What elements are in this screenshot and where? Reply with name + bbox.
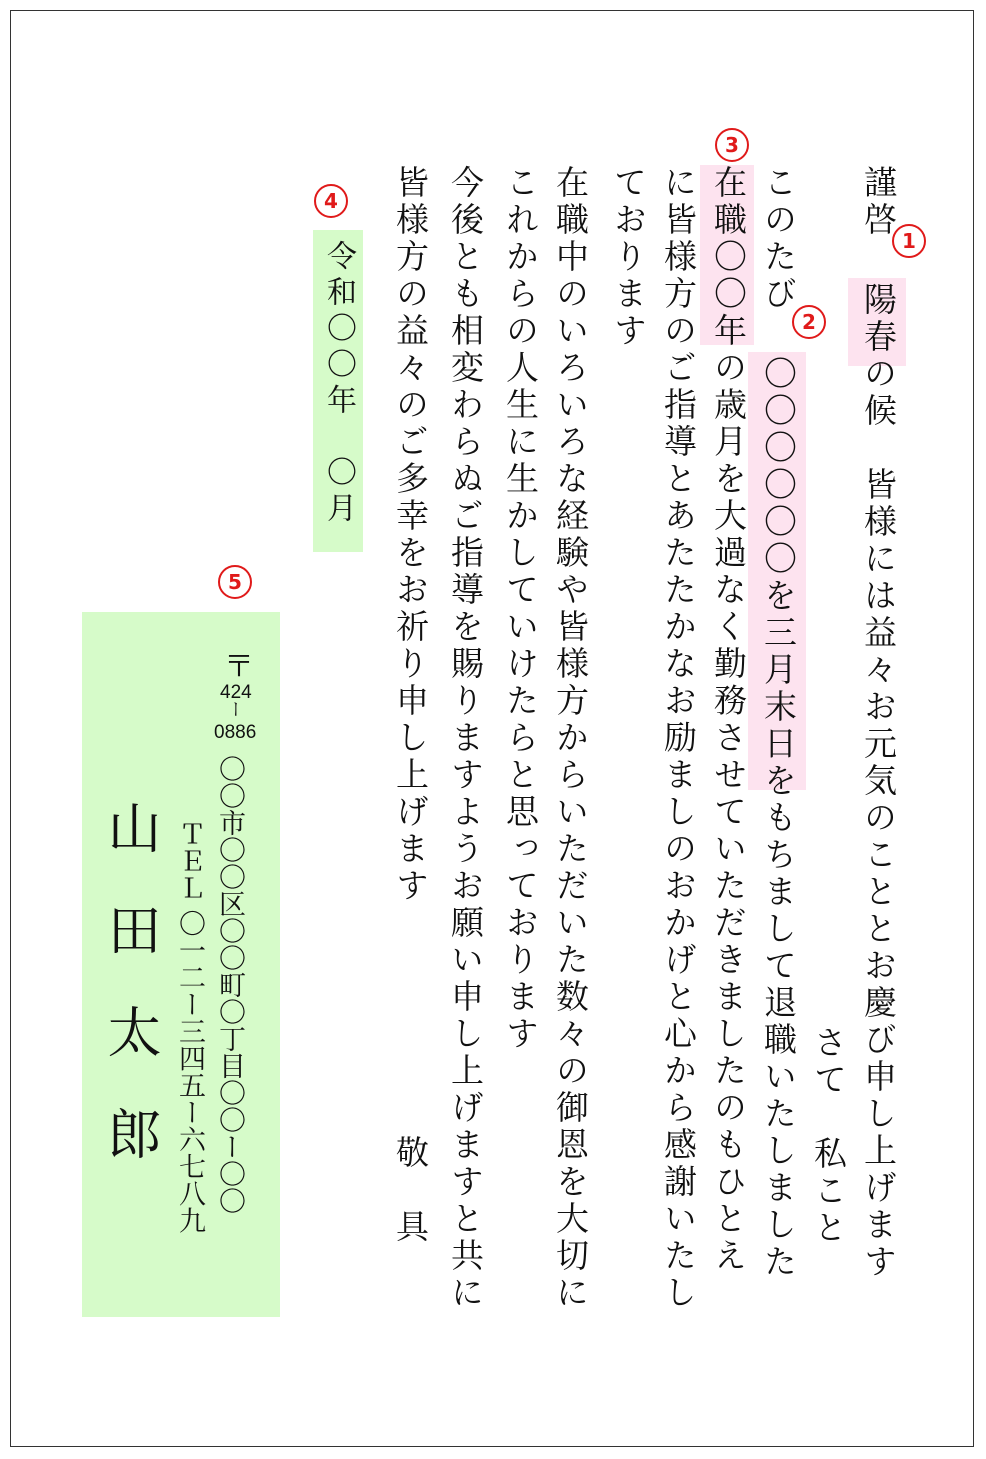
marker-4: 4: [314, 184, 348, 218]
postal-code-top: 424: [220, 682, 252, 703]
letter-line-7: ております: [609, 165, 648, 350]
marker-1: 1: [892, 224, 926, 258]
marker-2: 2: [792, 305, 826, 339]
letter-line-6: に皆様方のご指導とあたたかなお励ましのおかげと心から感謝いたし: [659, 165, 698, 1312]
postal-code-bottom: 0886: [214, 722, 257, 743]
closing-salutation: 敬 具: [391, 1135, 430, 1246]
postal-dash: ー: [225, 700, 245, 718]
marker-3: 3: [715, 128, 749, 162]
opening-salutation: 謹啓: [859, 165, 898, 239]
sender-name: 山田太郎: [99, 800, 162, 1208]
letter-line-9: これからの人生に生かしていけたらと思っております: [501, 165, 540, 1053]
sender-address: 〇〇市〇〇区〇〇町〇丁目〇〇ー〇〇: [214, 755, 245, 1214]
letter-line-8: 在職中のいろいろな経験や皆様方からいただいた数々の御恩を大切に: [551, 165, 590, 1312]
letter-line-3: 〇〇〇〇〇〇を三月末日をもちまして退職いたしました: [759, 356, 798, 1281]
marker-5: 5: [218, 565, 252, 599]
sender-tel: ＴＥＬ 〇一二ー三四五ー六七八九: [174, 820, 205, 1234]
letter-line-10: 今後とも相変わらぬご指導を賜りますようお願い申し上げますと共に: [446, 165, 485, 1312]
letter-date: 令和〇〇年 〇月: [321, 240, 356, 528]
letter-line-11: 皆様方の益々のご多幸をお祈り申し上げます: [391, 165, 430, 905]
letter-line-5: 在職〇〇年の歳月を大過なく勤務させていただきましたのもひとえ: [709, 165, 748, 1275]
letter-line-1: 陽春の候 皆様には益々お元気のこととお慶び申し上げます: [859, 282, 898, 1281]
postal-mark: 〒: [219, 650, 252, 680]
letter-line-2: さて 私こと: [809, 1025, 848, 1247]
letter-line-4: このたび: [759, 165, 798, 313]
